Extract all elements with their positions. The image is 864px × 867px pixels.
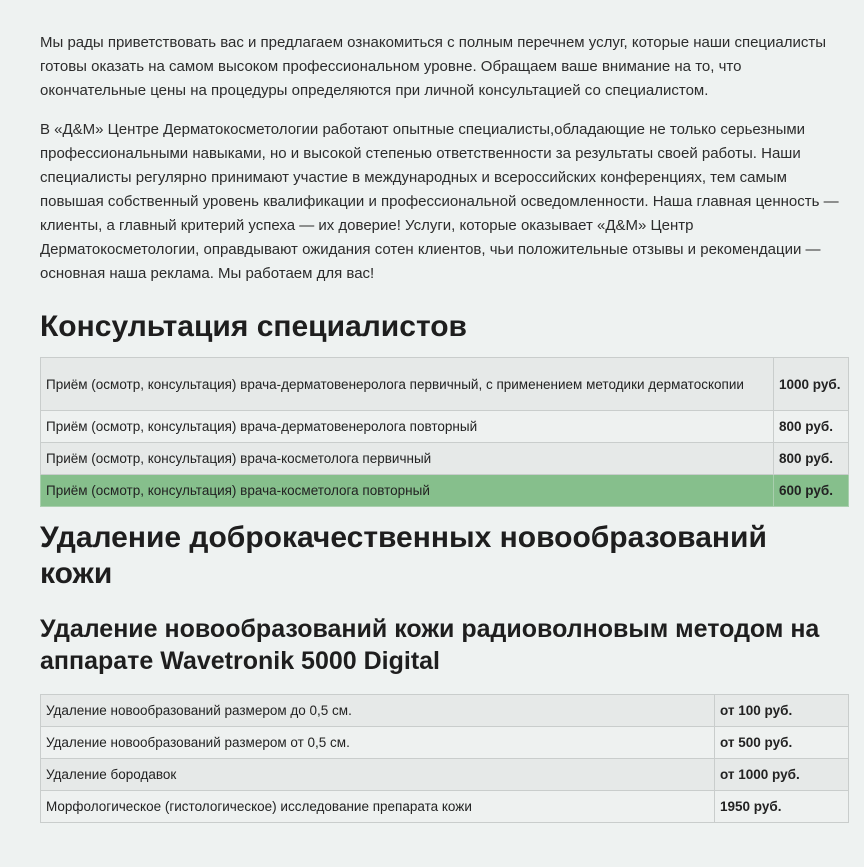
service-cell: Удаление новообразований размером до 0,5 см. xyxy=(41,695,715,727)
price-cell: 600 руб. xyxy=(774,475,849,507)
price-cell: 800 руб. xyxy=(774,411,849,443)
service-cell: Приём (осмотр, консультация) врача-дерматовенеролога первичный, с применением методики дерматоскопии xyxy=(41,358,774,411)
consultation-heading: Консультация специалистов xyxy=(40,310,468,343)
table-row[interactable] xyxy=(41,727,849,759)
price-cell: от 100 руб. xyxy=(715,695,849,727)
service-cell: Морфологическое (гистологическое) исследование препарата кожи xyxy=(41,791,715,823)
table-row-highlighted[interactable] xyxy=(41,475,849,507)
service-cell: Приём (осмотр, консультация) врача-косметолога повторный xyxy=(41,475,774,507)
table-row[interactable] xyxy=(41,411,849,443)
price-cell: 800 руб. xyxy=(774,443,849,475)
main-content xyxy=(40,0,849,823)
removal-subheading: Удаление новообразований кожи радиоволновым методом на аппарате Wavetronik 5000 Digital xyxy=(40,615,820,675)
removal-price-table xyxy=(40,694,849,823)
service-cell: Удаление новообразований размером от 0,5 см. xyxy=(41,727,715,759)
price-cell: 1950 руб. xyxy=(715,791,849,823)
intro-paragraph-2: В «Д&М» Центре Дерматокосметологии работают опытные специалисты,обладающие не только серьезными профессиональными навыками, но и высокой степенью ответственности за результаты своей работы. Наши специалисты регулярно принимают участие в международных и всероссийских конференциях, тем самым повышая собственный уровень квалификации и профессиональной осведомленности. Наша главная ценность — клиенты, а главный критерий успеха — их доверие! Услуги, которые оказывает «Д&М» Центр Дерматокосметологии, оправдывают ожидания сотен клиентов, чьи положительные отзывы и рекомендации — основная наша реклама. Мы работаем для вас! xyxy=(40,121,839,282)
table-row[interactable] xyxy=(41,759,849,791)
table-row[interactable] xyxy=(41,791,849,823)
service-cell: Приём (осмотр, консультация) врача-дерматовенеролога повторный xyxy=(41,411,774,443)
service-cell: Приём (осмотр, консультация) врача-косметолога первичный xyxy=(41,443,774,475)
intro-paragraph-1: Мы рады приветствовать вас и предлагаем ознакомиться с полным перечнем услуг, которые наши специалисты готовы оказать на самом высоком профессиональном уровне. Обращаем ваше внимание на то, что окончательные цены на процедуры определяются при личной консультацией со специалистом. xyxy=(40,34,827,99)
table-row[interactable] xyxy=(41,443,849,475)
table-row[interactable] xyxy=(41,695,849,727)
consultation-price-table xyxy=(40,357,849,507)
price-cell: от 500 руб. xyxy=(715,727,849,759)
price-cell: от 1000 руб. xyxy=(715,759,849,791)
removal-heading: Удаление доброкачественных новообразований кожи xyxy=(40,521,767,590)
price-cell: 1000 руб. xyxy=(774,358,849,411)
service-cell: Удаление бородавок xyxy=(41,759,715,791)
table-row[interactable] xyxy=(41,358,849,411)
